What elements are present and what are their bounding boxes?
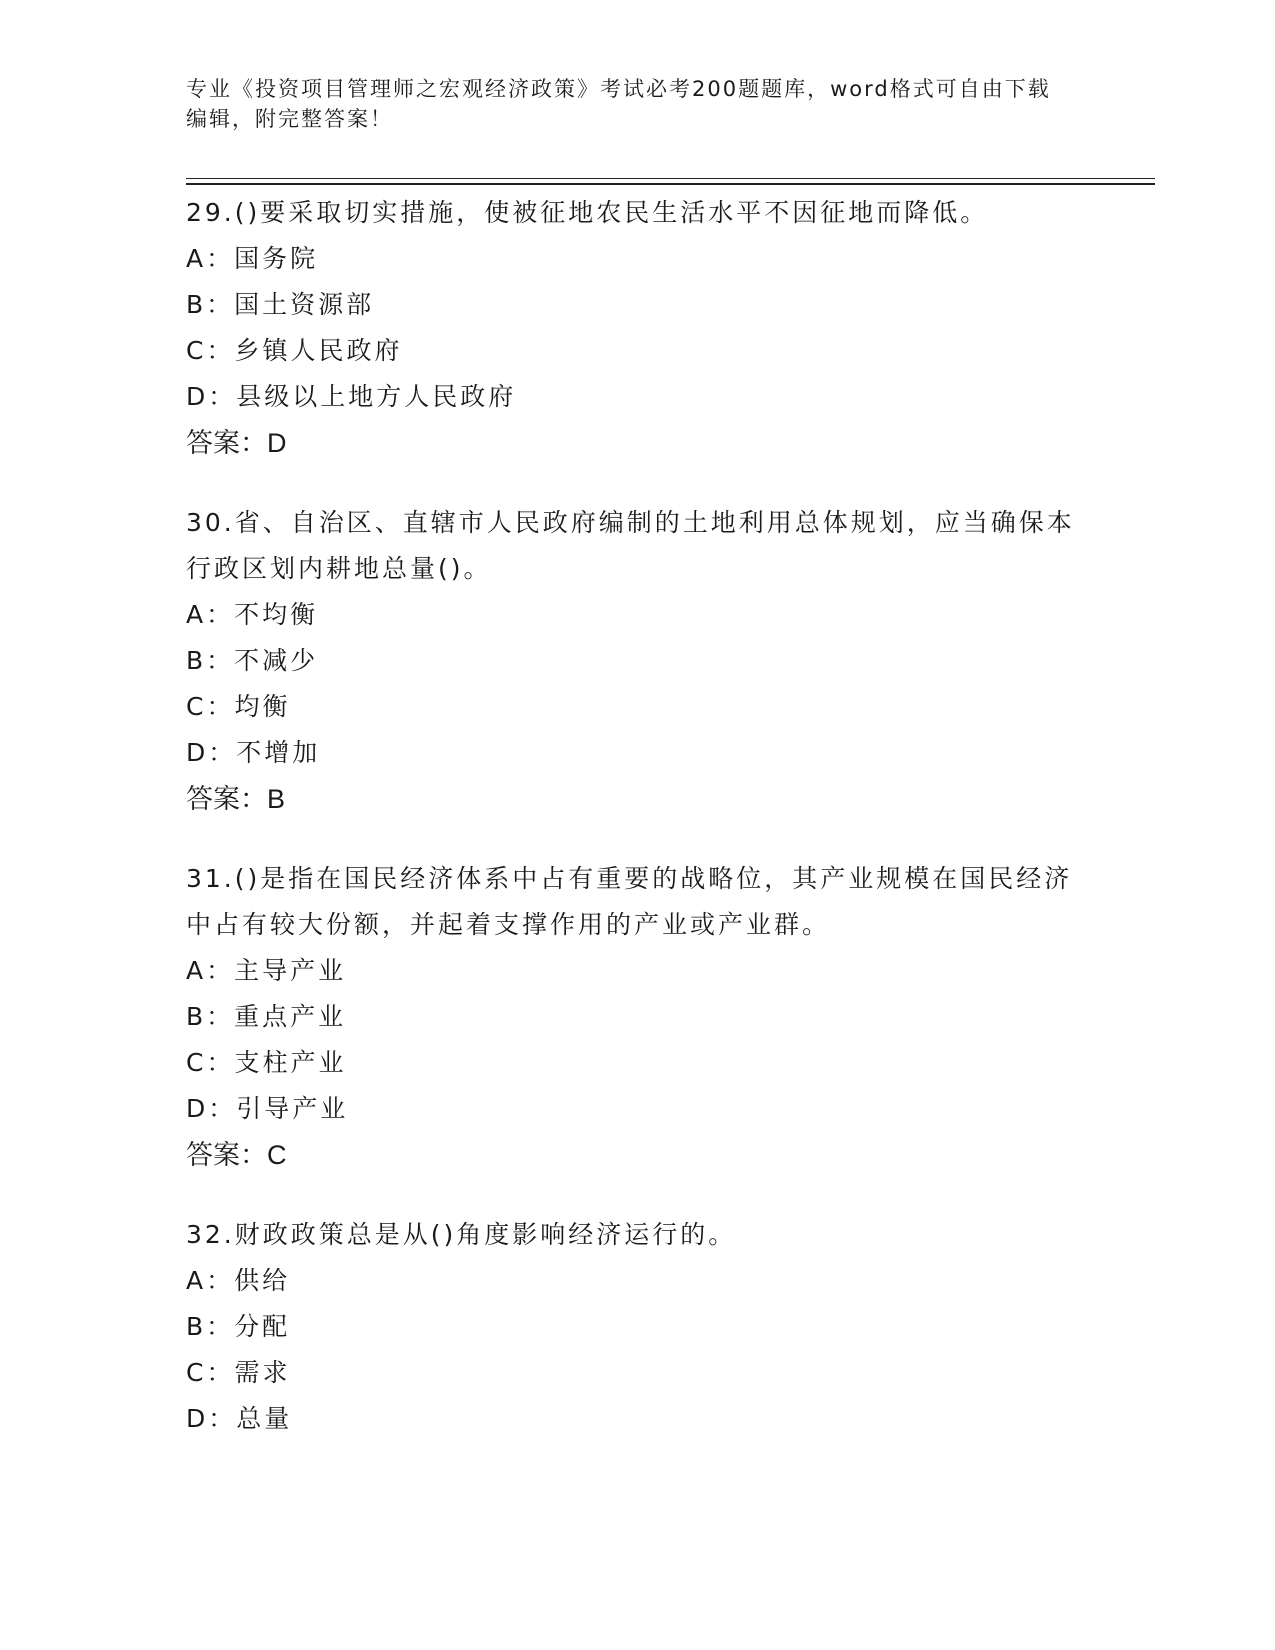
question-text: 29.()要采取切实措施，使被征地农民生活水平不因征地而降低。 (186, 198, 989, 227)
answer: 答案：B (186, 784, 286, 814)
question-list (186, 190, 1076, 1476)
option-d: D：不增加 (186, 738, 321, 767)
option-b: B：国土资源部 (186, 290, 375, 319)
option-c: C：乡镇人民政府 (186, 336, 403, 365)
header-divider-bottom (186, 183, 1155, 185)
option-c: C：支柱产业 (186, 1048, 347, 1077)
option-b: B：不减少 (186, 646, 319, 675)
answer: 答案：C (186, 1140, 287, 1170)
option-b: B：分配 (186, 1312, 291, 1341)
question-text: 32.财政政策总是从()角度影响经济运行的。 (186, 1220, 737, 1249)
option-a: A：主导产业 (186, 956, 347, 985)
header-divider-top (186, 178, 1155, 179)
option-a: A：国务院 (186, 244, 319, 273)
option-c: C：均衡 (186, 692, 291, 721)
option-a: A：不均衡 (186, 600, 319, 629)
question-text: 30.省、自治区、直辖市人民政府编制的土地利用总体规划，应当确保本行政区划内耕地总量()。 (186, 508, 1075, 583)
answer: 答案：D (186, 428, 287, 458)
option-b: B：重点产业 (186, 1002, 347, 1031)
question-text: 31.()是指在国民经济体系中占有重要的战略位，其产业规模在国民经济中占有较大份额，并起着支撑作用的产业或产业群。 (186, 864, 1073, 939)
question-31 (186, 856, 1076, 1178)
document-header: 专业《投资项目管理师之宏观经济政策》考试必考200题题库，word格式可自由下载编辑，附完整答案！ (186, 77, 1051, 131)
question-32 (186, 1212, 1076, 1442)
option-a: A：供给 (186, 1266, 291, 1295)
question-29 (186, 190, 1076, 466)
option-d: D：引导产业 (186, 1094, 349, 1123)
option-d: D：总量 (186, 1404, 293, 1433)
option-c: C：需求 (186, 1358, 291, 1387)
option-d: D：县级以上地方人民政府 (186, 382, 517, 411)
question-30 (186, 500, 1076, 822)
